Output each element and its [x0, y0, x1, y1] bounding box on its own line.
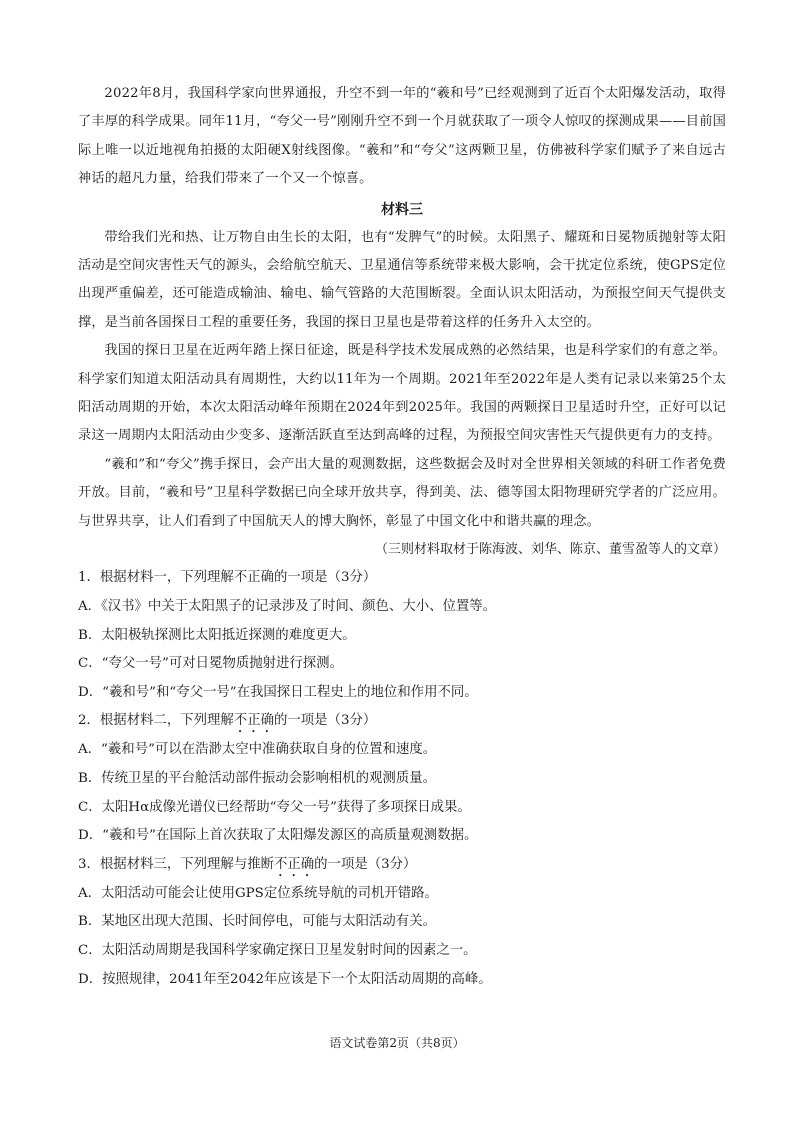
question-stem: [78, 564, 726, 593]
question-stem-emphasis: 不正确: [233, 713, 274, 729]
question-option-a: A．“羲和号”可以在浩渺太空中准确获取自身的位置和速度。: [78, 742, 437, 758]
question-option-b: B．太阳极轨探测比太阳抵近探测的难度更大。: [78, 627, 356, 643]
question-option-d: D．“羲和号”和“夸父一号”在我国探日工程史上的地位和作用不同。: [78, 684, 478, 700]
question-1: [78, 564, 726, 707]
question-option-b: B．传统卫星的平台舱活动部件振动会影响相机的观测质量。: [78, 771, 436, 787]
material3-title: 材料三: [381, 201, 423, 218]
question-stem: [78, 851, 726, 880]
question-stem-text: 1．根据材料一，下列理解不正确的一项是（3分）: [78, 570, 377, 586]
question-stem-text: 2．根据材料二，下列理解: [78, 713, 234, 729]
question-stem-text-end: 的一项是（3分）: [274, 713, 377, 729]
page-content: [78, 80, 726, 994]
question-option-d: D．“羲和号”在国际上首次获取了太阳爆发源区的高质量观测数据。: [78, 828, 478, 844]
question-option-b: B．某地区出现大范围、长时间停电，可能与太阳活动有关。: [78, 914, 436, 930]
question-option-c: C．太阳活动周期是我国科学家确定探日卫星发射时间的因素之一。: [78, 943, 477, 959]
question-2: [78, 707, 726, 850]
material3-paragraph-3: “羲和”和“夸父”携手探日，会产出大量的观测数据，这些数据会及时对全世界相关领域的科研工作者免费开放。目前，“羲和号”卫星科学数据已向全球开放共享，得到美、法、德等国太阳物理研究学者的广泛应用。与世界共享，让人们看到了中国航天人的博大胸怀，彰显了中国文化中和谐共赢的理念。: [78, 456, 726, 529]
page-footer: 语文试卷第2页（共8页）: [329, 1036, 465, 1050]
material3-paragraph-1: 带给我们光和热、让万物自由生长的太阳，也有“发脾气”的时候。太阳黑子、耀斑和日冕物质抛射等太阳活动是空间灾害性天气的源头，会给航空航天、卫星通信等系统带来极大影响，会干扰定位系统，使GPS定位出现严重偏差，还可能造成输油、输电、输气管路的大范围断裂。全面认识太阳活动，为预报空间天气提供支撑，是当前各国探日工程的重要任务，我国的探日卫星也是带着这样的任务升入太空的。: [78, 229, 726, 330]
question-stem: [78, 707, 726, 736]
question-option-a: A．《汉书》中关于太阳黑子的记录涉及了时间、颜色、大小、位置等。: [78, 599, 497, 615]
question-option-d: D．按照规律，2041年至2042年应该是下一个太阳活动周期的高峰。: [78, 971, 492, 987]
question-option-a: A．太阳活动可能会让使用GPS定位系统导航的司机开错路。: [78, 885, 438, 901]
material3-paragraph-2: 我国的探日卫星在近两年踏上探日征途，既是科学技术发展成熟的必然结果，也是科学家们的有意之举。科学家们知道太阳活动具有周期性，大约以11年为一个周期。2021年至2022年是人类有记录以来第25个太阳活动周期的开始，本次太阳活动峰年预期在2024年到2025年。我国的两颗探日卫星适时升空，正好可以记录这一周期内太阳活动由少变多、逐渐活跃直至达到高峰的过程，为预报空间灾害性天气提供更有力的支持。: [78, 343, 726, 444]
question-option-c: C．“夸父一号”可对日冕物质抛射进行探测。: [78, 656, 343, 672]
question-stem-text-end: 的一项是（3分）: [314, 856, 417, 872]
question-3: [78, 851, 726, 994]
question-option-c: C．太阳Hα成像光谱仪已经帮助“夸父一号”获得了多项探日成果。: [78, 799, 471, 815]
question-stem-emphasis: 不正确: [274, 856, 315, 872]
material-source: （三则材料取材于陈海波、刘华、陈京、董雪盈等人的文章）: [374, 542, 726, 558]
question-stem-text: 3．根据材料三，下列理解与推断: [78, 856, 274, 872]
intro-paragraph: 2022年8月，我国科学家向世界通报，升空不到一年的“羲和号”已经观测到了近百个太阳爆发活动，取得了丰厚的科学成果。同年11月，“夸父一号”刚刚升空不到一个月就获取了一项令人惊叹的探测成果——目前国际上唯一以近地视角拍摄的太阳硬X射线图像。“羲和”和“夸父”这两颗卫星，仿佛被科学家们赋予了来自远古神话的超凡力量，给我们带来了一个又一个惊喜。: [78, 86, 726, 187]
